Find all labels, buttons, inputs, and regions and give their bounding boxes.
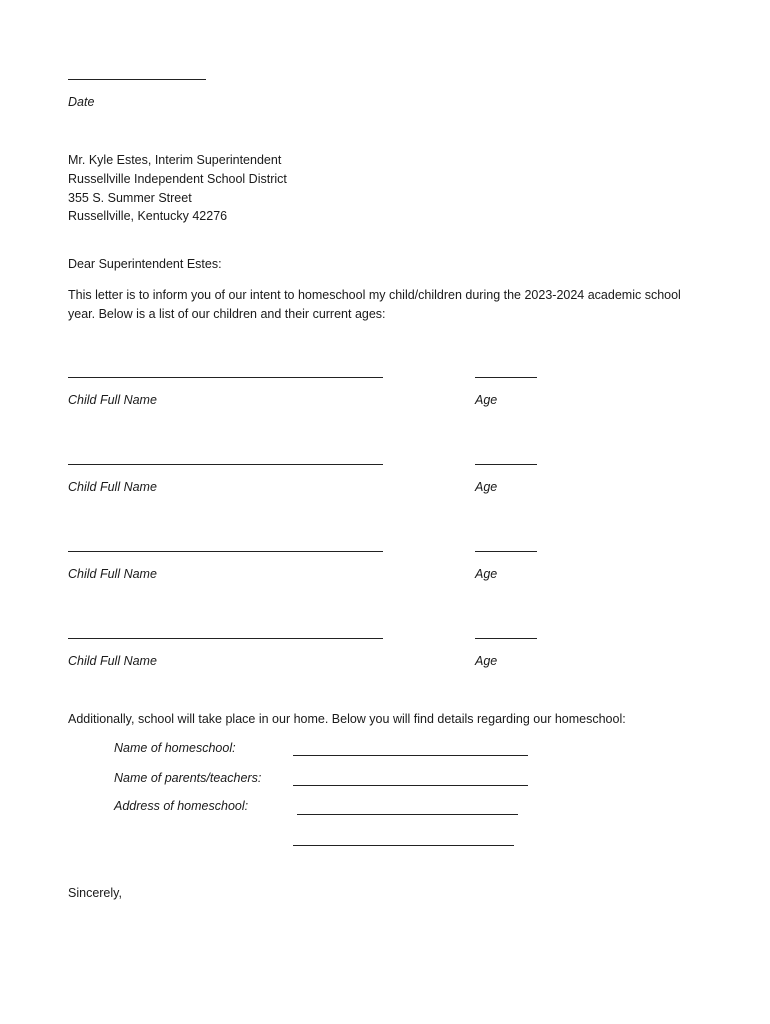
child-name-label: Child Full Name bbox=[68, 480, 157, 494]
child-age-label: Age bbox=[475, 654, 498, 668]
intro-paragraph: This letter is to inform you of our intent to homeschool my child/children during the 2023-2024 academic school year. Below is a list of our children and their current ages: bbox=[68, 288, 681, 321]
salutation: Dear Superintendent Estes: bbox=[68, 257, 222, 271]
recipient-line-2: Russellville Independent School District bbox=[68, 172, 287, 186]
recipient-line-1: Mr. Kyle Estes, Interim Superintendent bbox=[68, 153, 282, 167]
parents-teachers-line[interactable] bbox=[293, 785, 528, 786]
parents-teachers-label: Name of parents/teachers: bbox=[114, 771, 262, 785]
child-name-line[interactable] bbox=[68, 464, 383, 465]
recipient-line-3: 355 S. Summer Street bbox=[68, 191, 192, 205]
homeschool-name-line[interactable] bbox=[293, 755, 528, 756]
date-line[interactable] bbox=[68, 79, 206, 80]
date-label: Date bbox=[68, 95, 95, 109]
child-age-line[interactable] bbox=[475, 551, 537, 552]
child-name-line[interactable] bbox=[68, 551, 383, 552]
child-age-line[interactable] bbox=[475, 464, 537, 465]
homeschool-name-label: Name of homeschool: bbox=[114, 741, 236, 755]
additional-paragraph: Additionally, school will take place in our home. Below you will find details regarding our homeschool: bbox=[68, 712, 626, 726]
child-name-label: Child Full Name bbox=[68, 393, 157, 407]
recipient-line-4: Russellville, Kentucky 42276 bbox=[68, 209, 228, 223]
child-name-line[interactable] bbox=[68, 638, 383, 639]
child-age-line[interactable] bbox=[475, 638, 537, 639]
child-age-label: Age bbox=[475, 567, 498, 581]
child-name-label: Child Full Name bbox=[68, 654, 157, 668]
homeschool-address-label: Address of homeschool: bbox=[114, 799, 249, 813]
child-name-line[interactable] bbox=[68, 377, 383, 378]
child-age-line[interactable] bbox=[475, 377, 537, 378]
closing: Sincerely, bbox=[68, 886, 122, 900]
child-name-label: Child Full Name bbox=[68, 567, 157, 581]
child-age-label: Age bbox=[475, 480, 498, 494]
homeschool-address-line-1[interactable] bbox=[297, 814, 518, 815]
child-age-label: Age bbox=[475, 393, 498, 407]
homeschool-address-line-2[interactable] bbox=[293, 845, 514, 846]
